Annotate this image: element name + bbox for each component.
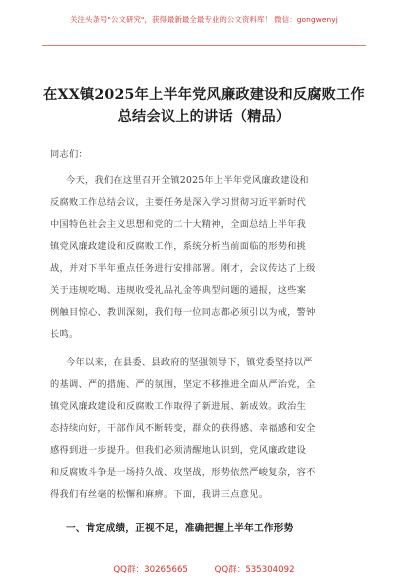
paragraph-1-line: 反腐败工作总结会议，主要任务是深入学习贯彻习近平新时代: [50, 197, 307, 208]
paragraph-1-line: 镇党风廉政建设和反腐败工作，系统分析当前面临的形势和挑: [50, 241, 307, 252]
footer-qq-group-1: QQ群：30265665: [113, 565, 188, 575]
paragraph-2-line: 的基调、严的措施、严的氛围，坚定不移推进全面从严治党，全: [50, 379, 316, 390]
header-banner: 关注头条号"公文研究"，获得最新最全最专业的公文资料库！ 微信：gongwenyj: [70, 15, 338, 24]
salutation: 同志们：: [50, 149, 88, 160]
footer: [0, 563, 408, 575]
paragraph-1-line: 中国特色社会主义思想和党的二十大精神，全面总结上半年我: [50, 219, 307, 230]
section-1-heading: 一、肯定成绩，正视不足，准确把握上半年工作形势: [66, 523, 294, 534]
paragraph-2-line: 和反腐败斗争是一场持久战、攻坚战，形势依然严峻复杂，容不: [50, 467, 316, 478]
paragraph-2-line: 感得到进一步提升。但我们必须清醒地认识到，党风廉政建设: [50, 445, 307, 456]
footer-qq-group-2: QQ群：535304092: [214, 565, 295, 575]
document-title-line-2: 总结会议上的讲话（精品）: [117, 109, 291, 125]
paragraph-1-line: 战，并对下半年重点任务进行安排部署。刚才，会议传达了上级: [50, 263, 316, 274]
header-divider: [42, 45, 366, 46]
paragraph-2-line: 镇党风廉政建设和反腐败工作取得了新进展、新成效。政治生: [50, 401, 307, 412]
paragraph-1-line: 今天，我们在这里召开全镇2025年上半年党风廉政建设和: [66, 175, 309, 186]
paragraph-1-line: 关于违规吃喝、违规收受礼品礼金等典型问题的通报，这些案: [50, 285, 307, 296]
document-title-line-1: 在XX镇2025年上半年党风廉政建设和反腐败工作: [43, 87, 365, 103]
paragraph-2-line: 得我们有丝毫的松懈和麻痹。下面，我讲三点意见。: [50, 489, 269, 500]
paragraph-2-line: 态持续向好，干部作风不断转变，群众的获得感、幸福感和安全: [50, 423, 316, 434]
paragraph-2-line: 今年以来，在县委、县政府的坚强领导下，镇党委坚持以严: [66, 357, 313, 368]
paragraph-1-line: 长鸣。: [50, 329, 79, 340]
paragraph-1-line: 例触目惊心、教训深刻，我们每一位同志都必须引以为戒，警钟: [50, 307, 316, 318]
